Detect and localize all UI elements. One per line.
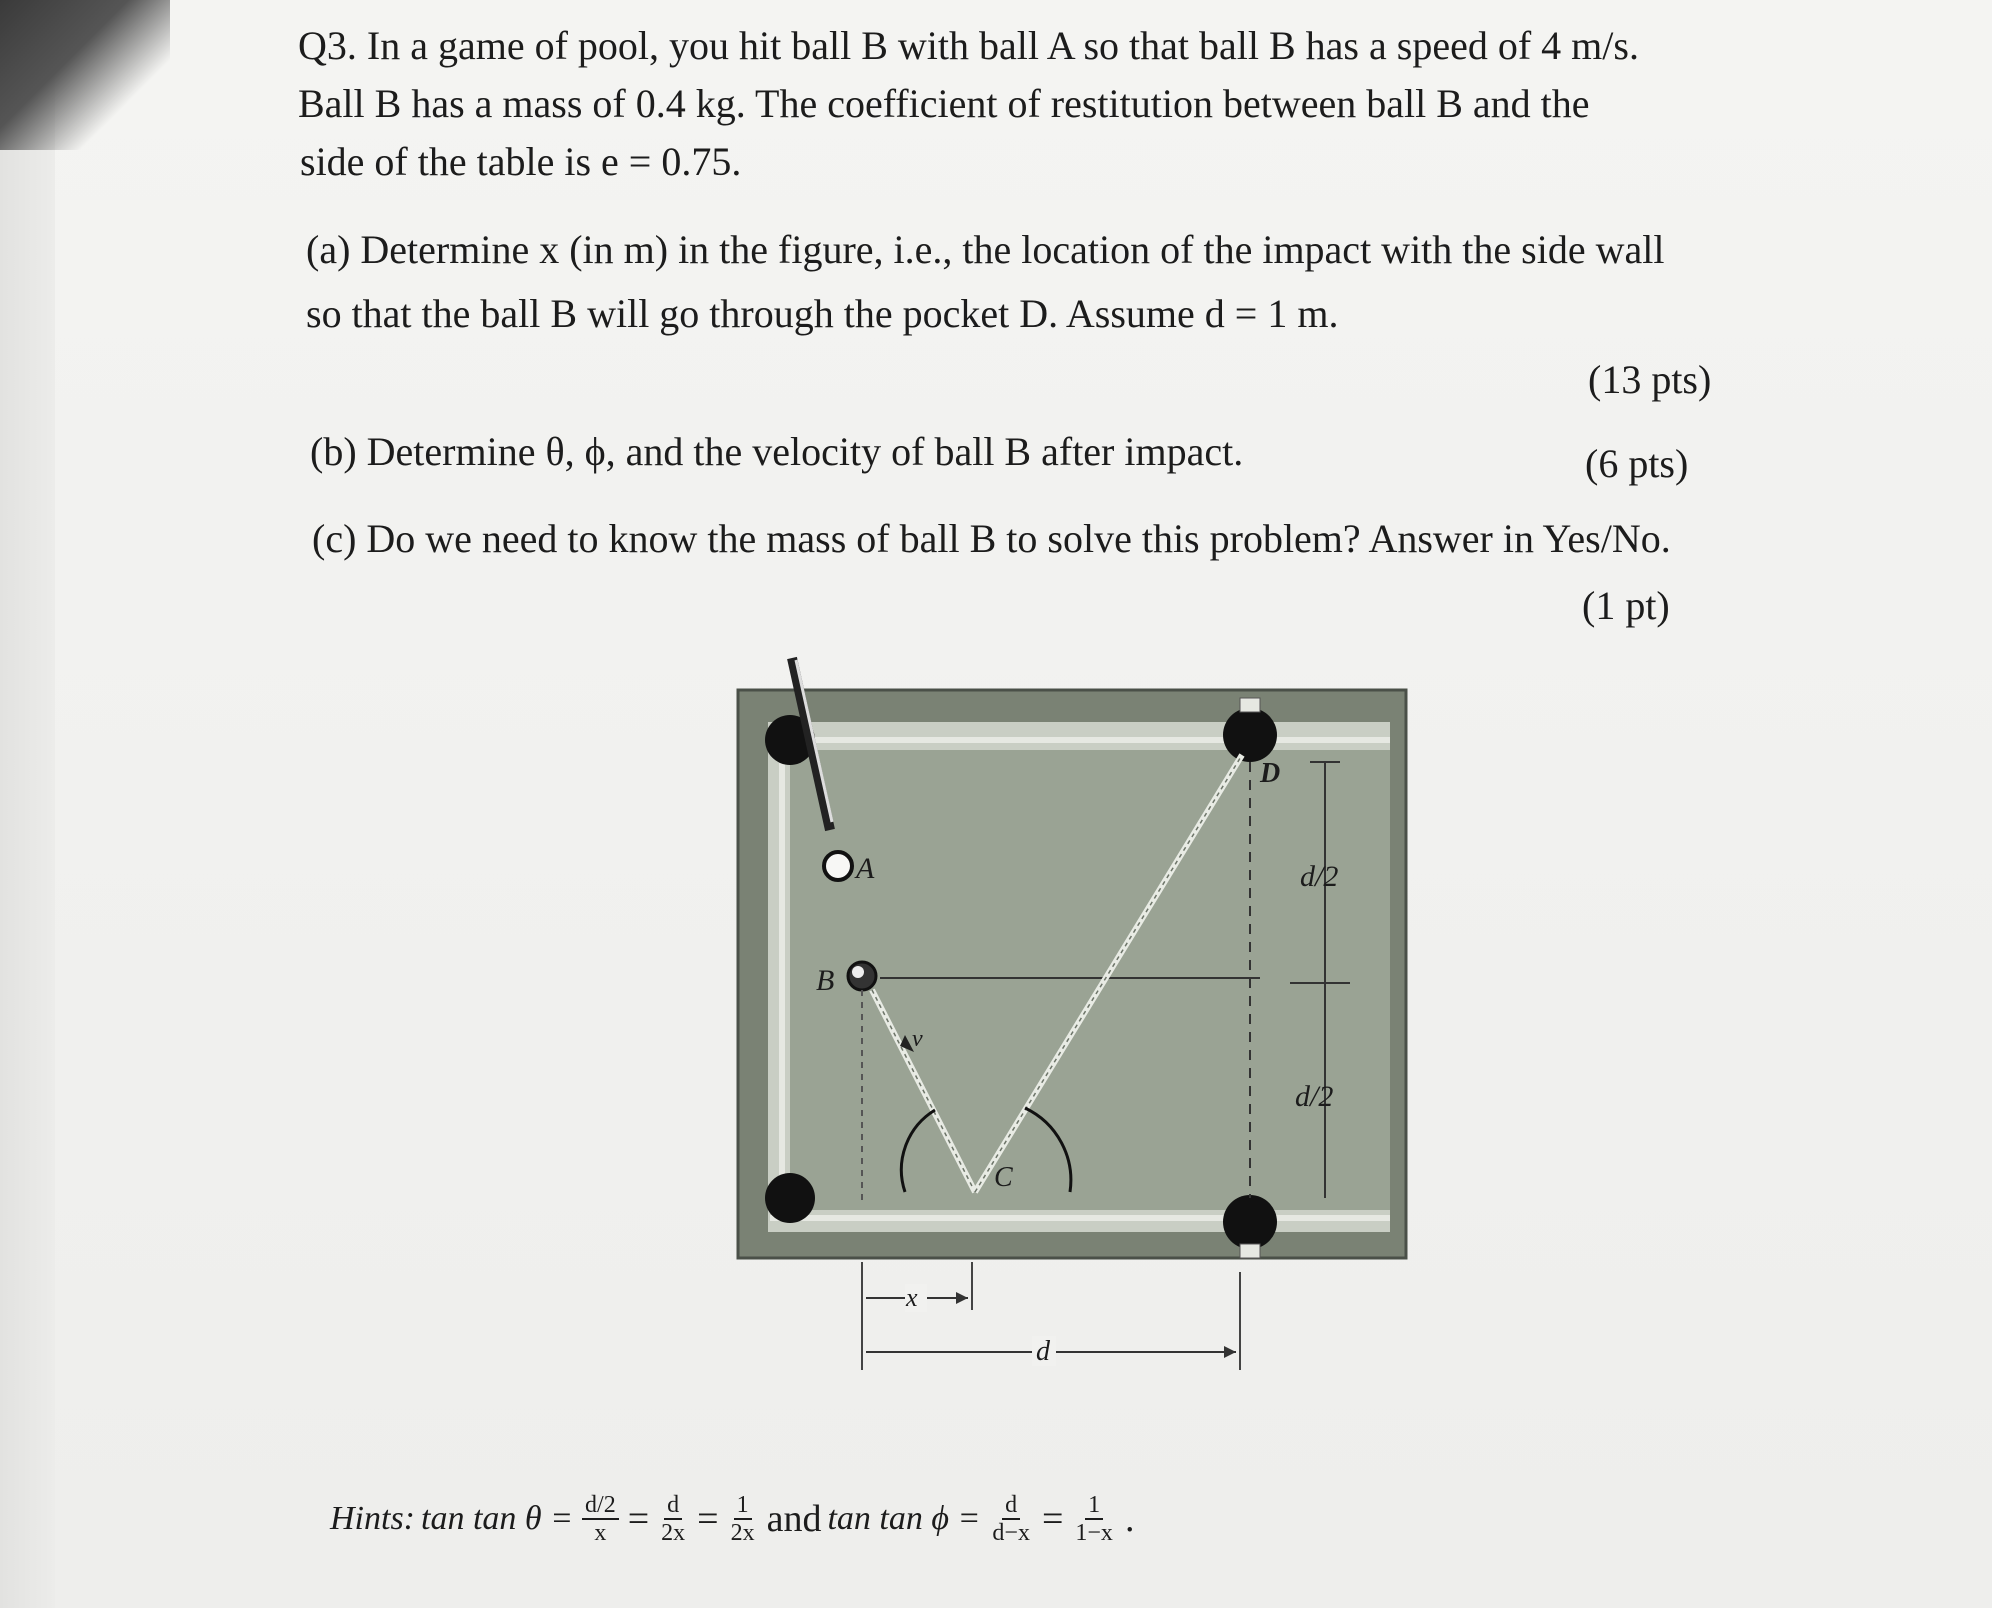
label-d-half-top: d/2 <box>1300 860 1339 893</box>
part-c-line: (c) Do we need to know the mass of ball B to solve this problem? Answer in Yes/No. <box>312 516 1671 561</box>
label-x: x <box>906 1283 918 1312</box>
label-C: C <box>994 1162 1013 1193</box>
label-A: A <box>856 852 875 885</box>
part-a-line-2: so that the ball B will go through the pocket D. Assume d = 1 m. <box>306 291 1339 336</box>
part-b-points: (6 pts) <box>1585 441 1689 486</box>
pocket-D <box>1223 708 1277 762</box>
hints-prefix: Hints: <box>330 1500 415 1537</box>
fraction-1-over-2x: $\frac{1}{2x}$ <box>730 1492 755 1546</box>
label-d: d <box>1036 1336 1050 1367</box>
pocket-bottom-left <box>765 1173 815 1223</box>
label-B: B <box>816 964 835 997</box>
hints-tan-phi: tan tan ϕ = <box>827 1500 981 1537</box>
part-c-points: (1 pt) <box>1582 583 1670 628</box>
fraction-d-over-2x: $\frac{d}{2x}$ <box>661 1492 686 1546</box>
intro-line-1: Q3. In a game of pool, you hit ball B with ball A so that ball B has a speed of 4 m/s. <box>298 23 1639 68</box>
hints-line: Hints: tan tan θ = $\frac{d/2}{x}$ = $\frac{d}{2x}$ = $\frac{1}{2x}$ and tan tan ϕ = $\frac{d}{d-x}$ = $\frac{1}{1-x}$ . <box>330 1492 1135 1546</box>
label-v: v <box>912 1026 923 1052</box>
label-d-half-bottom: d/2 <box>1295 1080 1334 1113</box>
ball-A <box>824 852 852 880</box>
intro-line-2: Ball B has a mass of 0.4 kg. The coefficient of restitution between ball B and the <box>298 81 1590 126</box>
hints-tan-theta: tan tan θ = <box>421 1500 574 1537</box>
pocket-bottom-right <box>1223 1195 1277 1249</box>
fraction-d-half-over-x: $\frac{d/2}{x}$ <box>582 1492 619 1546</box>
intro-line-3: side of the table is e = 0.75. <box>300 139 742 184</box>
table-felt <box>790 750 1390 1210</box>
fraction-d-over-d-minus-x: $\frac{d}{d-x}$ <box>992 1492 1030 1546</box>
fraction-1-over-1-minus-x: $\frac{1}{1-x}$ <box>1075 1492 1113 1546</box>
label-D: D <box>1260 758 1281 789</box>
hints-and: and <box>766 1498 822 1540</box>
part-a-points: (13 pts) <box>1588 357 1712 402</box>
part-b-line: (b) Determine θ, ϕ, and the velocity of ball B after impact. <box>310 429 1244 474</box>
part-a-line-1: (a) Determine x (in m) in the figure, i.e., the location of the impact with the side wall <box>306 227 1665 272</box>
